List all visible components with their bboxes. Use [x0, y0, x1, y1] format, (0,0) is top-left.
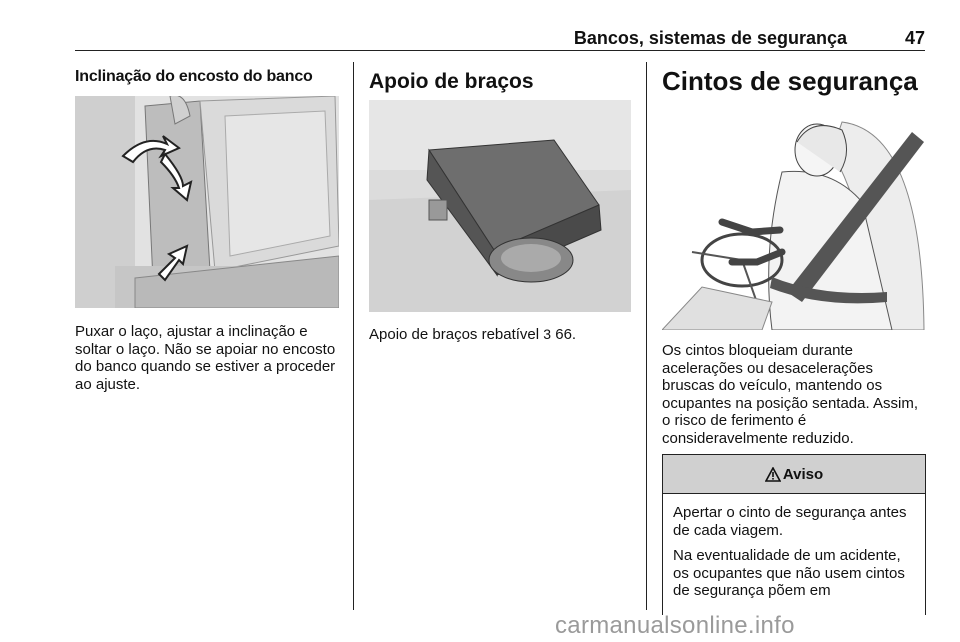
column-seat-belts	[662, 62, 926, 97]
warning-header	[663, 455, 925, 494]
header-title: Bancos, sistemas de segurança	[573, 28, 847, 48]
seat-recline-illustration	[75, 96, 339, 308]
seatbelt-text: Os cintos bloqueiam durante acelerações ou desacelerações bruscas do veículo, mantendo os ocupantes na posição sentada. Assim, o risco de ferimento é consideravelmente reduzido.	[662, 342, 918, 447]
page-header	[75, 28, 925, 51]
warning-title: Aviso	[782, 465, 824, 483]
warning-paragraph: Na eventualidade de um acidente, os ocupantes que não usem cintos de segurança põem em	[673, 547, 905, 599]
warning-body	[663, 494, 925, 600]
page-number: 47	[904, 28, 925, 48]
column-armrest	[369, 62, 633, 94]
column-divider	[646, 62, 647, 610]
armrest-illustration	[369, 100, 631, 312]
watermark: carmanualsonline.info	[555, 612, 795, 639]
warning-triangle-icon	[765, 467, 781, 482]
armrest-text-prefix: Apoio de braços rebatível	[369, 326, 540, 343]
page-reference-icon: 3	[543, 326, 552, 342]
section-heading: Inclinação do encosto do banco	[75, 68, 313, 85]
seatbelt-driver-illustration	[662, 112, 926, 330]
seat-recline-text: Puxar o laço, ajustar a inclinação e soltar o laço. Não se apoiar no encosto do banco quando se estiver a proceder ao ajuste.	[75, 323, 336, 393]
section-heading: Apoio de braços	[369, 70, 534, 93]
column-divider	[353, 62, 354, 610]
armrest-text	[369, 326, 633, 344]
column-seat-recline	[75, 62, 339, 86]
section-heading: Cintos de segurança	[662, 66, 918, 96]
warning-paragraph: Apertar o cinto de segurança antes de cada viagem.	[673, 504, 907, 539]
warning-box	[662, 454, 926, 615]
page-reference: 66.	[555, 326, 577, 343]
